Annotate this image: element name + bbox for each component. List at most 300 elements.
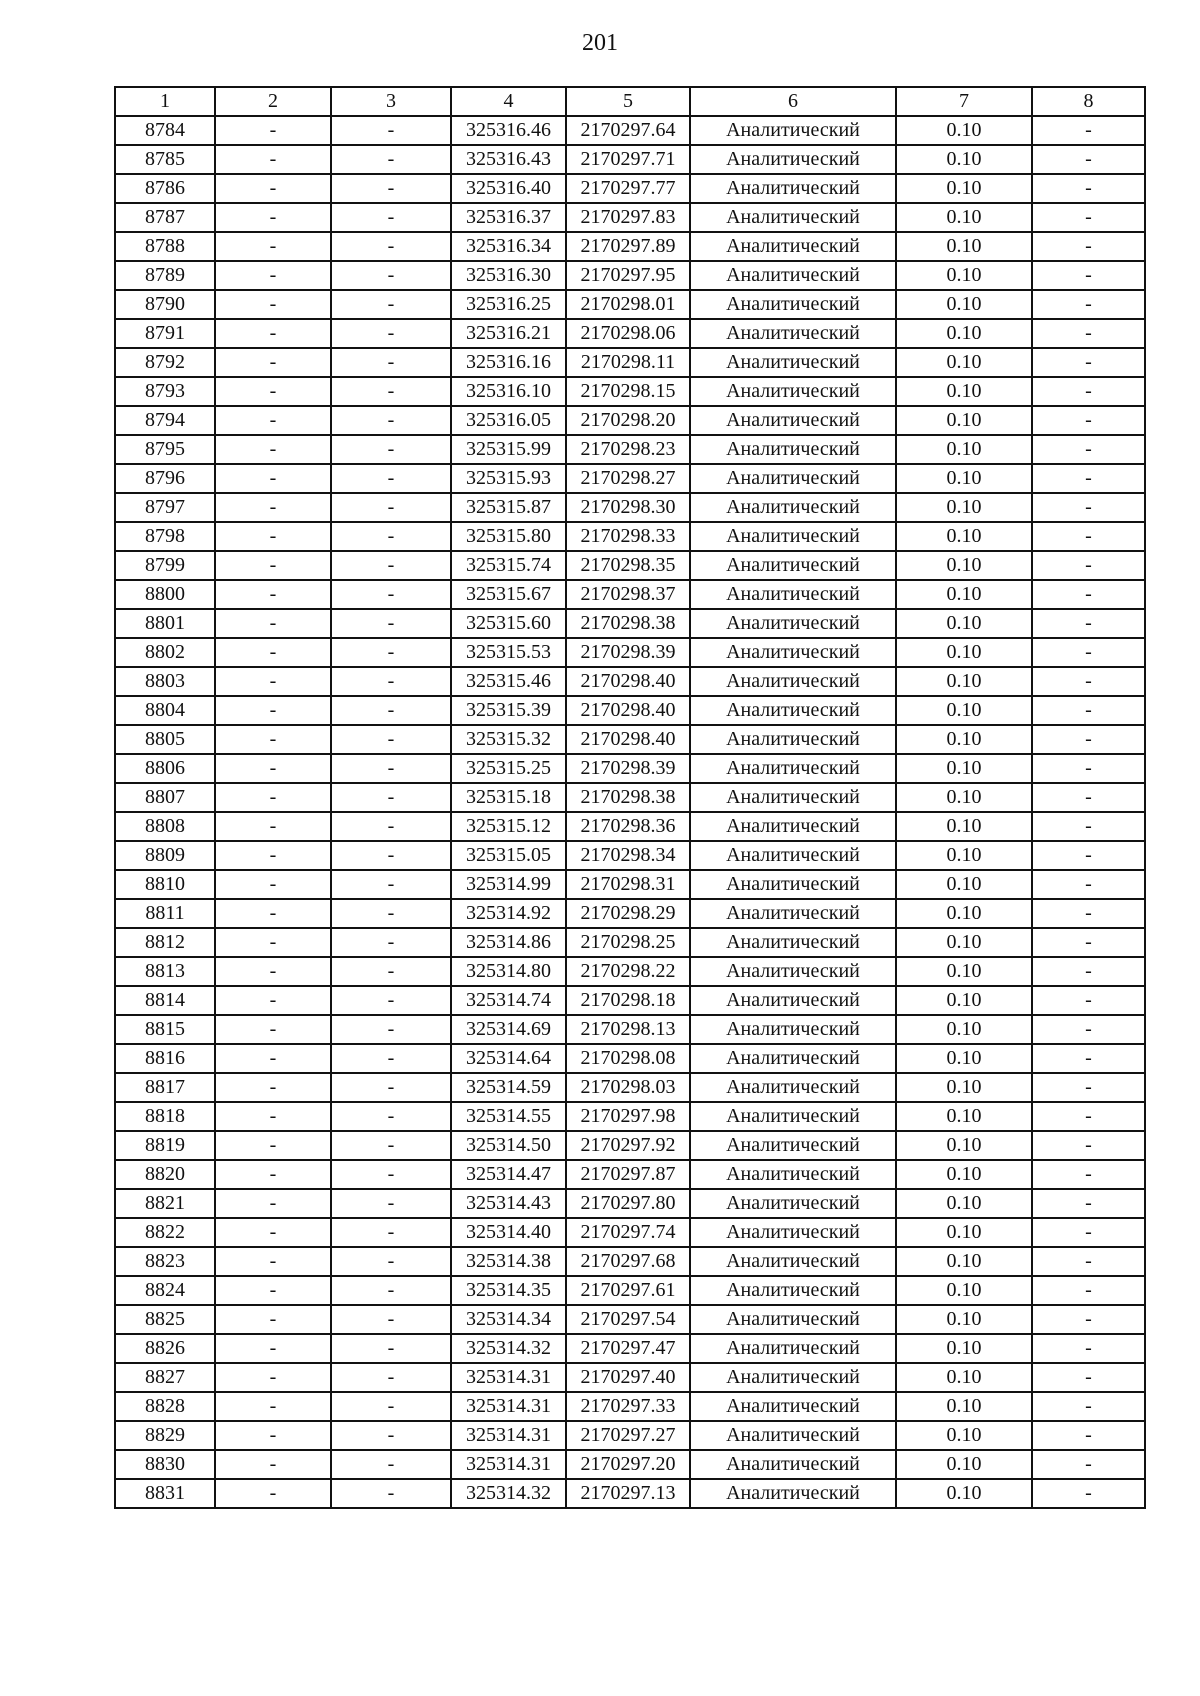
coordinate-y: 2170297.61 <box>566 1276 690 1305</box>
cell-8: - <box>1032 290 1145 319</box>
cell-2: - <box>215 1334 331 1363</box>
table-row <box>115 696 1145 725</box>
cell-3: - <box>331 1131 451 1160</box>
method: Аналитический <box>690 580 896 609</box>
cell-2: - <box>215 1305 331 1334</box>
coordinate-y: 2170297.87 <box>566 1160 690 1189</box>
accuracy: 0.10 <box>896 1392 1032 1421</box>
point-number: 8809 <box>115 841 215 870</box>
accuracy: 0.10 <box>896 638 1032 667</box>
point-number: 8827 <box>115 1363 215 1392</box>
cell-8: - <box>1032 1073 1145 1102</box>
coordinate-y: 2170298.18 <box>566 986 690 1015</box>
table-row <box>115 783 1145 812</box>
accuracy: 0.10 <box>896 928 1032 957</box>
cell-8: - <box>1032 812 1145 841</box>
method: Аналитический <box>690 319 896 348</box>
cell-2: - <box>215 464 331 493</box>
cell-2: - <box>215 1044 331 1073</box>
accuracy: 0.10 <box>896 116 1032 145</box>
table-row <box>115 1479 1145 1508</box>
method: Аналитический <box>690 1044 896 1073</box>
cell-8: - <box>1032 1044 1145 1073</box>
method: Аналитический <box>690 1450 896 1479</box>
method: Аналитический <box>690 522 896 551</box>
table-row <box>115 1044 1145 1073</box>
accuracy: 0.10 <box>896 899 1032 928</box>
method: Аналитический <box>690 493 896 522</box>
cell-3: - <box>331 261 451 290</box>
coordinate-x: 325316.37 <box>451 203 566 232</box>
coordinate-y: 2170297.20 <box>566 1450 690 1479</box>
point-number: 8800 <box>115 580 215 609</box>
cell-8: - <box>1032 1479 1145 1508</box>
cell-3: - <box>331 319 451 348</box>
cell-8: - <box>1032 1015 1145 1044</box>
cell-3: - <box>331 1334 451 1363</box>
cell-3: - <box>331 1247 451 1276</box>
accuracy: 0.10 <box>896 1044 1032 1073</box>
method: Аналитический <box>690 1218 896 1247</box>
cell-2: - <box>215 319 331 348</box>
point-number: 8806 <box>115 754 215 783</box>
cell-3: - <box>331 1305 451 1334</box>
point-number: 8798 <box>115 522 215 551</box>
column-header: 7 <box>896 87 1032 116</box>
cell-2: - <box>215 493 331 522</box>
point-number: 8816 <box>115 1044 215 1073</box>
accuracy: 0.10 <box>896 203 1032 232</box>
point-number: 8792 <box>115 348 215 377</box>
coordinate-x: 325315.80 <box>451 522 566 551</box>
cell-8: - <box>1032 1305 1145 1334</box>
table-row <box>115 174 1145 203</box>
coordinate-x: 325315.67 <box>451 580 566 609</box>
cell-2: - <box>215 1073 331 1102</box>
column-header: 4 <box>451 87 566 116</box>
cell-3: - <box>331 174 451 203</box>
table-row <box>115 1305 1145 1334</box>
point-number: 8825 <box>115 1305 215 1334</box>
cell-8: - <box>1032 116 1145 145</box>
cell-3: - <box>331 580 451 609</box>
accuracy: 0.10 <box>896 1276 1032 1305</box>
coordinate-x: 325315.74 <box>451 551 566 580</box>
coordinate-x: 325314.31 <box>451 1421 566 1450</box>
table-row <box>115 464 1145 493</box>
method: Аналитический <box>690 1334 896 1363</box>
coordinate-x: 325314.59 <box>451 1073 566 1102</box>
point-number: 8803 <box>115 667 215 696</box>
table-row <box>115 1450 1145 1479</box>
coordinate-y: 2170298.31 <box>566 870 690 899</box>
column-header: 2 <box>215 87 331 116</box>
method: Аналитический <box>690 1363 896 1392</box>
cell-3: - <box>331 203 451 232</box>
cell-8: - <box>1032 667 1145 696</box>
method: Аналитический <box>690 725 896 754</box>
cell-8: - <box>1032 174 1145 203</box>
coordinate-x: 325314.50 <box>451 1131 566 1160</box>
coordinate-y: 2170298.35 <box>566 551 690 580</box>
accuracy: 0.10 <box>896 986 1032 1015</box>
cell-8: - <box>1032 1276 1145 1305</box>
coordinate-y: 2170298.40 <box>566 667 690 696</box>
table-row <box>115 870 1145 899</box>
coordinate-x: 325316.43 <box>451 145 566 174</box>
coordinate-x: 325315.12 <box>451 812 566 841</box>
cell-3: - <box>331 406 451 435</box>
accuracy: 0.10 <box>896 580 1032 609</box>
method: Аналитический <box>690 870 896 899</box>
cell-3: - <box>331 290 451 319</box>
method: Аналитический <box>690 609 896 638</box>
method: Аналитический <box>690 435 896 464</box>
coordinate-y: 2170297.71 <box>566 145 690 174</box>
point-number: 8813 <box>115 957 215 986</box>
table-row <box>115 435 1145 464</box>
method: Аналитический <box>690 1073 896 1102</box>
point-number: 8817 <box>115 1073 215 1102</box>
point-number: 8830 <box>115 1450 215 1479</box>
accuracy: 0.10 <box>896 290 1032 319</box>
coordinate-y: 2170297.98 <box>566 1102 690 1131</box>
method: Аналитический <box>690 1421 896 1450</box>
table-row <box>115 290 1145 319</box>
coordinate-y: 2170297.74 <box>566 1218 690 1247</box>
cell-3: - <box>331 870 451 899</box>
method: Аналитический <box>690 464 896 493</box>
cell-8: - <box>1032 1421 1145 1450</box>
cell-2: - <box>215 1160 331 1189</box>
method: Аналитический <box>690 348 896 377</box>
method: Аналитический <box>690 754 896 783</box>
accuracy: 0.10 <box>896 696 1032 725</box>
accuracy: 0.10 <box>896 174 1032 203</box>
table-row <box>115 609 1145 638</box>
accuracy: 0.10 <box>896 1305 1032 1334</box>
method: Аналитический <box>690 928 896 957</box>
table-row <box>115 1247 1145 1276</box>
coordinate-y: 2170298.39 <box>566 754 690 783</box>
point-number: 8829 <box>115 1421 215 1450</box>
accuracy: 0.10 <box>896 464 1032 493</box>
column-header: 1 <box>115 87 215 116</box>
cell-3: - <box>331 1160 451 1189</box>
cell-2: - <box>215 348 331 377</box>
coordinate-y: 2170298.27 <box>566 464 690 493</box>
cell-2: - <box>215 1015 331 1044</box>
point-number: 8824 <box>115 1276 215 1305</box>
accuracy: 0.10 <box>896 406 1032 435</box>
point-number: 8820 <box>115 1160 215 1189</box>
point-number: 8784 <box>115 116 215 145</box>
coordinate-x: 325314.43 <box>451 1189 566 1218</box>
coordinate-y: 2170298.38 <box>566 609 690 638</box>
accuracy: 0.10 <box>896 261 1032 290</box>
point-number: 8810 <box>115 870 215 899</box>
accuracy: 0.10 <box>896 667 1032 696</box>
coordinate-y: 2170298.40 <box>566 725 690 754</box>
method: Аналитический <box>690 1102 896 1131</box>
table-row <box>115 203 1145 232</box>
method: Аналитический <box>690 667 896 696</box>
method: Аналитический <box>690 551 896 580</box>
coordinate-y: 2170297.92 <box>566 1131 690 1160</box>
cell-3: - <box>331 1044 451 1073</box>
coordinate-y: 2170298.39 <box>566 638 690 667</box>
method: Аналитический <box>690 783 896 812</box>
cell-2: - <box>215 145 331 174</box>
table-row <box>115 638 1145 667</box>
cell-3: - <box>331 493 451 522</box>
cell-8: - <box>1032 725 1145 754</box>
accuracy: 0.10 <box>896 812 1032 841</box>
table-row <box>115 1015 1145 1044</box>
method: Аналитический <box>690 899 896 928</box>
coordinate-x: 325316.30 <box>451 261 566 290</box>
point-number: 8818 <box>115 1102 215 1131</box>
point-number: 8804 <box>115 696 215 725</box>
coordinate-x: 325315.60 <box>451 609 566 638</box>
coordinate-x: 325314.80 <box>451 957 566 986</box>
point-number: 8831 <box>115 1479 215 1508</box>
cell-3: - <box>331 1450 451 1479</box>
accuracy: 0.10 <box>896 1189 1032 1218</box>
method: Аналитический <box>690 406 896 435</box>
cell-2: - <box>215 783 331 812</box>
cell-2: - <box>215 377 331 406</box>
coordinate-y: 2170297.40 <box>566 1363 690 1392</box>
coordinate-y: 2170298.11 <box>566 348 690 377</box>
cell-3: - <box>331 1421 451 1450</box>
coordinate-x: 325314.92 <box>451 899 566 928</box>
method: Аналитический <box>690 261 896 290</box>
cell-3: - <box>331 899 451 928</box>
coordinate-x: 325314.99 <box>451 870 566 899</box>
cell-8: - <box>1032 580 1145 609</box>
cell-2: - <box>215 290 331 319</box>
cell-3: - <box>331 841 451 870</box>
coordinate-y: 2170298.34 <box>566 841 690 870</box>
coordinate-x: 325314.74 <box>451 986 566 1015</box>
coordinate-y: 2170297.95 <box>566 261 690 290</box>
table-row <box>115 754 1145 783</box>
point-number: 8793 <box>115 377 215 406</box>
coordinate-x: 325314.31 <box>451 1363 566 1392</box>
coordinate-x: 325314.32 <box>451 1334 566 1363</box>
coordinate-y: 2170298.37 <box>566 580 690 609</box>
point-number: 8814 <box>115 986 215 1015</box>
cell-2: - <box>215 1102 331 1131</box>
point-number: 8805 <box>115 725 215 754</box>
accuracy: 0.10 <box>896 1450 1032 1479</box>
cell-8: - <box>1032 1160 1145 1189</box>
table-row <box>115 1131 1145 1160</box>
method: Аналитический <box>690 377 896 406</box>
cell-2: - <box>215 812 331 841</box>
coordinate-x: 325315.87 <box>451 493 566 522</box>
cell-3: - <box>331 116 451 145</box>
cell-2: - <box>215 870 331 899</box>
accuracy: 0.10 <box>896 957 1032 986</box>
point-number: 8821 <box>115 1189 215 1218</box>
cell-8: - <box>1032 435 1145 464</box>
point-number: 8802 <box>115 638 215 667</box>
cell-8: - <box>1032 870 1145 899</box>
coordinates-table <box>114 86 1146 1509</box>
cell-2: - <box>215 754 331 783</box>
table-row <box>115 1334 1145 1363</box>
coordinate-y: 2170298.01 <box>566 290 690 319</box>
point-number: 8828 <box>115 1392 215 1421</box>
cell-8: - <box>1032 1247 1145 1276</box>
cell-2: - <box>215 551 331 580</box>
table-row <box>115 1363 1145 1392</box>
table-row <box>115 522 1145 551</box>
coordinate-y: 2170298.13 <box>566 1015 690 1044</box>
coordinate-y: 2170298.15 <box>566 377 690 406</box>
cell-3: - <box>331 667 451 696</box>
point-number: 8807 <box>115 783 215 812</box>
point-number: 8795 <box>115 435 215 464</box>
table-body <box>115 116 1145 1508</box>
cell-2: - <box>215 899 331 928</box>
method: Аналитический <box>690 203 896 232</box>
cell-3: - <box>331 464 451 493</box>
cell-8: - <box>1032 928 1145 957</box>
accuracy: 0.10 <box>896 1218 1032 1247</box>
point-number: 8799 <box>115 551 215 580</box>
method: Аналитический <box>690 638 896 667</box>
table-row <box>115 928 1145 957</box>
method: Аналитический <box>690 986 896 1015</box>
table-row <box>115 348 1145 377</box>
point-number: 8789 <box>115 261 215 290</box>
coordinate-y: 2170298.25 <box>566 928 690 957</box>
method: Аналитический <box>690 1131 896 1160</box>
cell-2: - <box>215 609 331 638</box>
cell-2: - <box>215 1218 331 1247</box>
coordinate-x: 325314.38 <box>451 1247 566 1276</box>
cell-8: - <box>1032 1131 1145 1160</box>
coordinate-x: 325315.39 <box>451 696 566 725</box>
method: Аналитический <box>690 841 896 870</box>
cell-2: - <box>215 667 331 696</box>
accuracy: 0.10 <box>896 145 1032 174</box>
method: Аналитический <box>690 1479 896 1508</box>
coordinate-y: 2170297.54 <box>566 1305 690 1334</box>
point-number: 8801 <box>115 609 215 638</box>
coordinate-y: 2170297.64 <box>566 116 690 145</box>
point-number: 8812 <box>115 928 215 957</box>
table-row <box>115 232 1145 261</box>
point-number: 8808 <box>115 812 215 841</box>
cell-3: - <box>331 145 451 174</box>
method: Аналитический <box>690 696 896 725</box>
cell-2: - <box>215 116 331 145</box>
coordinate-x: 325315.99 <box>451 435 566 464</box>
accuracy: 0.10 <box>896 841 1032 870</box>
point-number: 8822 <box>115 1218 215 1247</box>
table-row <box>115 841 1145 870</box>
cell-8: - <box>1032 1102 1145 1131</box>
method: Аналитический <box>690 1015 896 1044</box>
coordinate-y: 2170298.33 <box>566 522 690 551</box>
point-number: 8819 <box>115 1131 215 1160</box>
method: Аналитический <box>690 290 896 319</box>
table-row <box>115 145 1145 174</box>
table-row <box>115 899 1145 928</box>
point-number: 8791 <box>115 319 215 348</box>
cell-2: - <box>215 696 331 725</box>
coordinate-x: 325314.32 <box>451 1479 566 1508</box>
cell-3: - <box>331 812 451 841</box>
cell-8: - <box>1032 319 1145 348</box>
coordinate-x: 325314.55 <box>451 1102 566 1131</box>
coordinate-x: 325315.25 <box>451 754 566 783</box>
coordinate-y: 2170297.27 <box>566 1421 690 1450</box>
cell-2: - <box>215 232 331 261</box>
accuracy: 0.10 <box>896 1479 1032 1508</box>
coordinate-x: 325314.47 <box>451 1160 566 1189</box>
coordinate-y: 2170298.30 <box>566 493 690 522</box>
point-number: 8796 <box>115 464 215 493</box>
cell-2: - <box>215 957 331 986</box>
cell-2: - <box>215 1247 331 1276</box>
method: Аналитический <box>690 1276 896 1305</box>
point-number: 8797 <box>115 493 215 522</box>
coordinate-y: 2170298.08 <box>566 1044 690 1073</box>
cell-3: - <box>331 1479 451 1508</box>
coordinate-x: 325314.64 <box>451 1044 566 1073</box>
coordinate-y: 2170297.80 <box>566 1189 690 1218</box>
cell-3: - <box>331 957 451 986</box>
coordinate-x: 325314.40 <box>451 1218 566 1247</box>
table-row <box>115 1421 1145 1450</box>
cell-2: - <box>215 1131 331 1160</box>
method: Аналитический <box>690 174 896 203</box>
cell-8: - <box>1032 899 1145 928</box>
coordinate-x: 325316.16 <box>451 348 566 377</box>
coordinate-y: 2170298.23 <box>566 435 690 464</box>
cell-8: - <box>1032 522 1145 551</box>
cell-2: - <box>215 638 331 667</box>
table-row <box>115 406 1145 435</box>
cell-3: - <box>331 348 451 377</box>
cell-3: - <box>331 551 451 580</box>
cell-3: - <box>331 1073 451 1102</box>
cell-3: - <box>331 1015 451 1044</box>
cell-8: - <box>1032 406 1145 435</box>
cell-3: - <box>331 1363 451 1392</box>
cell-2: - <box>215 435 331 464</box>
accuracy: 0.10 <box>896 348 1032 377</box>
coordinate-x: 325316.34 <box>451 232 566 261</box>
cell-2: - <box>215 580 331 609</box>
coordinate-y: 2170297.77 <box>566 174 690 203</box>
table-row <box>115 580 1145 609</box>
table-row <box>115 957 1145 986</box>
coordinate-x: 325316.46 <box>451 116 566 145</box>
accuracy: 0.10 <box>896 725 1032 754</box>
table-row <box>115 812 1145 841</box>
coordinate-x: 325315.05 <box>451 841 566 870</box>
point-number: 8826 <box>115 1334 215 1363</box>
cell-3: - <box>331 696 451 725</box>
cell-8: - <box>1032 1189 1145 1218</box>
accuracy: 0.10 <box>896 1247 1032 1276</box>
